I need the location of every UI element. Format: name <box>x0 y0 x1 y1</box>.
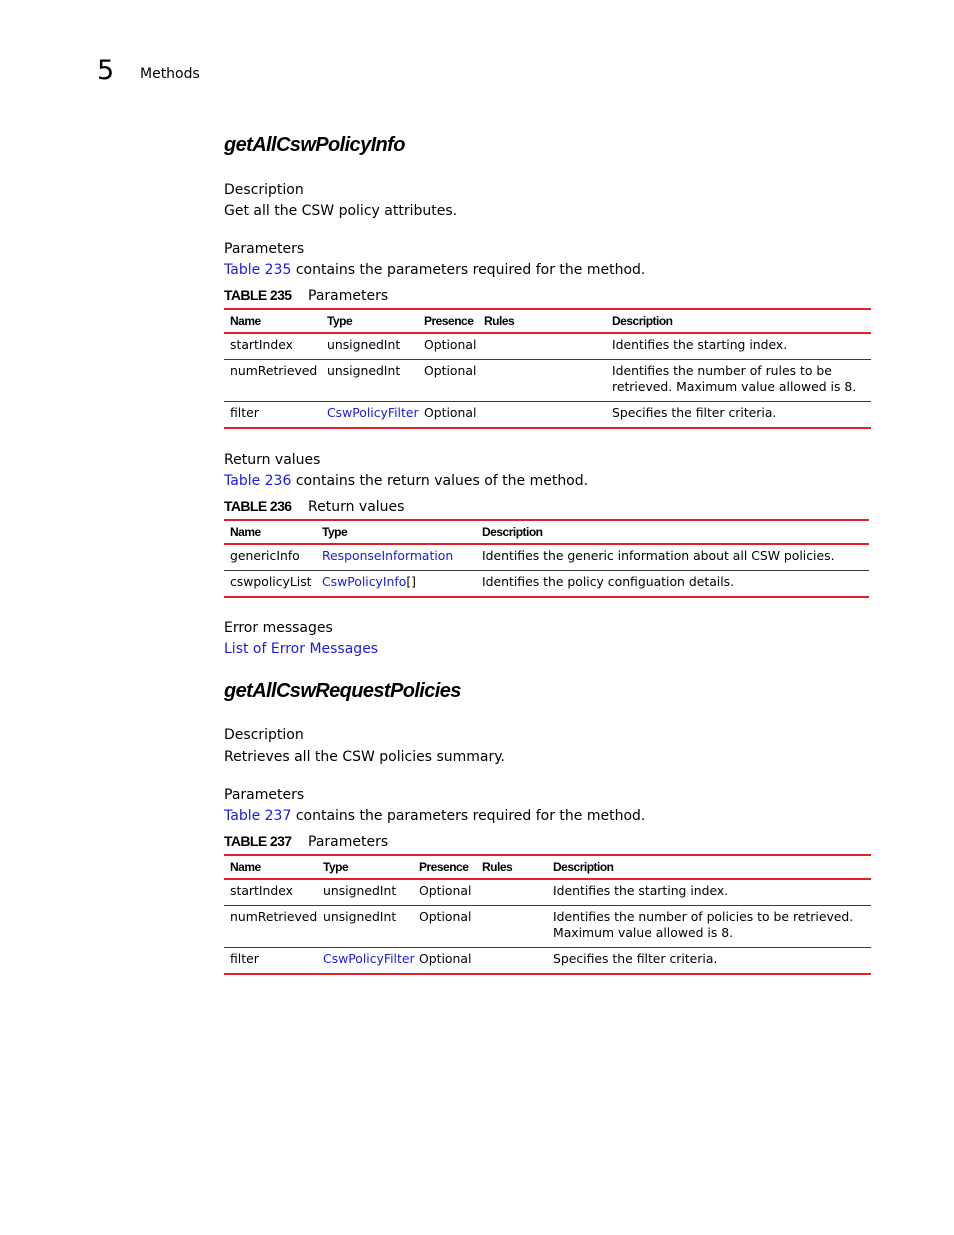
array-suffix: [] <box>406 574 417 589</box>
table-header-row <box>224 520 869 544</box>
return-values-intro <box>224 472 588 490</box>
table-cell: Identifies the number of rules to be retrieved. Maximum value allowed is 8. <box>606 360 871 402</box>
table-cell: Optional <box>413 879 476 906</box>
parameters-table-237 <box>224 854 871 975</box>
table-row <box>224 906 871 948</box>
table-cell <box>478 333 606 360</box>
table-row <box>224 879 871 906</box>
column-header: Name <box>224 855 317 879</box>
return-values-table-236 <box>224 519 869 598</box>
table-cell <box>321 402 418 429</box>
table-row <box>224 571 869 598</box>
parameters-heading: Parameters <box>224 241 305 257</box>
column-header: Description <box>606 309 871 333</box>
table-cell <box>476 879 547 906</box>
table-cell: unsignedInt <box>321 333 418 360</box>
table-cell: numRetrieved <box>224 360 321 402</box>
table-row <box>224 544 869 571</box>
parameters-table-235 <box>224 308 871 429</box>
table-cell: numRetrieved <box>224 906 317 948</box>
parameters-intro <box>224 807 645 825</box>
column-header: Description <box>547 855 871 879</box>
table-row <box>224 333 871 360</box>
error-messages-line <box>224 640 378 658</box>
table-number: TABLE 237 <box>224 833 292 849</box>
table-235-link[interactable]: Table 235 <box>224 262 292 278</box>
table-cell: genericInfo <box>224 544 316 571</box>
column-header: Type <box>321 309 418 333</box>
table-cell: Specifies the filter criteria. <box>612 405 777 420</box>
table-237-link[interactable]: Table 237 <box>224 808 292 824</box>
parameters-intro <box>224 261 645 279</box>
method-title-getallcswrequestpolicies: getAllCswRequestPolicies <box>224 680 461 702</box>
column-header: Rules <box>478 309 606 333</box>
table-cell <box>316 571 476 598</box>
table-caption-text: Return values <box>308 499 405 515</box>
table-cell: Identifies the starting index. <box>547 879 871 906</box>
table-cell: unsignedInt <box>317 879 413 906</box>
table-236-link[interactable]: Table 236 <box>224 473 292 489</box>
parameters-heading: Parameters <box>224 787 305 803</box>
description-heading: Description <box>224 182 304 198</box>
table-cell: Identifies the policy configuation details. <box>482 574 735 589</box>
table-caption-text: Parameters <box>308 288 389 304</box>
table-235-caption <box>224 286 388 305</box>
table-caption-text: Parameters <box>308 834 389 850</box>
column-header: Presence <box>418 309 478 333</box>
table-header-row <box>224 309 871 333</box>
column-header: Name <box>224 309 321 333</box>
cswpolicyfilter-link[interactable]: CswPolicyFilter <box>327 405 419 420</box>
parameters-intro-text: contains the parameters required for the method. <box>291 262 646 278</box>
column-header: Type <box>316 520 476 544</box>
table-cell: Optional <box>419 951 472 966</box>
table-number: TABLE 235 <box>224 287 292 303</box>
table-cell: Identifies the number of policies to be retrieved. Maximum value allowed is 8. <box>547 906 871 948</box>
column-header: Presence <box>413 855 476 879</box>
column-header: Rules <box>476 855 547 879</box>
description-text: Retrieves all the CSW policies summary. <box>224 749 505 765</box>
table-cell <box>476 948 547 975</box>
return-values-intro-text: contains the return values of the method. <box>291 473 589 489</box>
responseinformation-link[interactable]: ResponseInformation <box>322 548 454 563</box>
return-values-heading: Return values <box>224 452 321 468</box>
table-cell: cswpolicyList <box>230 574 312 589</box>
table-cell: Optional <box>424 405 477 420</box>
table-header-row <box>224 855 871 879</box>
table-cell: unsignedInt <box>321 360 418 402</box>
table-cell: startIndex <box>224 333 321 360</box>
table-cell <box>478 360 606 402</box>
column-header: Name <box>224 520 316 544</box>
table-cell <box>316 544 476 571</box>
table-row <box>224 402 871 429</box>
table-237-caption <box>224 832 388 851</box>
table-cell: startIndex <box>224 879 317 906</box>
table-row <box>224 948 871 975</box>
parameters-intro-text: contains the parameters required for the method. <box>291 808 646 824</box>
table-cell <box>476 906 547 948</box>
table-cell: Specifies the filter criteria. <box>553 951 718 966</box>
table-number: TABLE 236 <box>224 498 292 514</box>
table-236-caption <box>224 497 404 516</box>
cswpolicyfilter-link[interactable]: CswPolicyFilter <box>323 951 415 966</box>
table-cell <box>317 948 413 975</box>
chapter-title: Methods <box>140 66 200 82</box>
description-heading: Description <box>224 727 304 743</box>
column-header: Type <box>317 855 413 879</box>
table-cell: Optional <box>413 906 476 948</box>
table-cell: Identifies the generic information about all CSW policies. <box>476 544 869 571</box>
method-title-getallcswpolicyinfo: getAllCswPolicyInfo <box>224 134 405 156</box>
column-header: Description <box>476 520 869 544</box>
table-cell: filter <box>230 951 259 966</box>
error-messages-heading: Error messages <box>224 620 333 636</box>
table-cell: filter <box>230 405 259 420</box>
table-cell: unsignedInt <box>317 906 413 948</box>
chapter-number: 5 <box>97 55 115 86</box>
table-cell: Optional <box>418 333 478 360</box>
table-cell: Optional <box>418 360 478 402</box>
description-text: Get all the CSW policy attributes. <box>224 203 458 219</box>
error-messages-link[interactable]: List of Error Messages <box>224 641 379 657</box>
table-cell <box>478 402 606 429</box>
table-cell: Identifies the starting index. <box>606 333 871 360</box>
cswpolicyinfo-link[interactable]: CswPolicyInfo <box>322 574 407 589</box>
table-row <box>224 360 871 402</box>
